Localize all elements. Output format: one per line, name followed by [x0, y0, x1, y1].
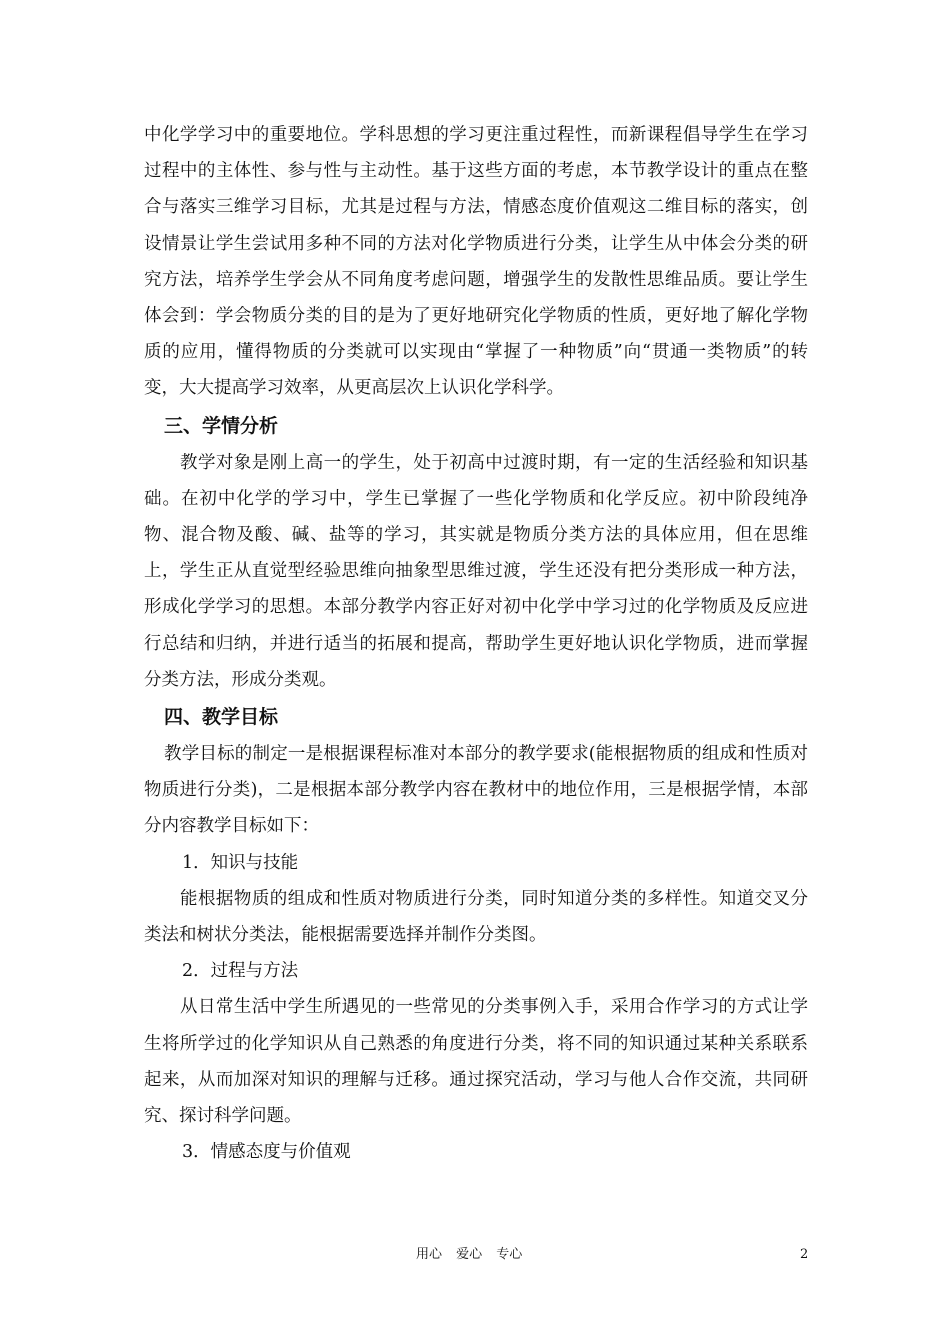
paragraph-knowledge-skills: 能根据物质的组成和性质对物质进行分类，同时知道分类的多样性。知道交叉分类法和树状分类法，能根据需要选择并制作分类图。 [144, 888, 808, 946]
footer-text: 用心 爱心 专心 [416, 1247, 523, 1262]
subheading-knowledge-skills: 1．知识与技能 [182, 852, 299, 873]
paragraph-intro-continued: 中化学学习中的重要地位。学科思想的学习更注重过程性，而新课程倡导学生在学习过程中的主体性、参与性与主动性。基于这些方面的考虑，本节教学设计的重点在整合与落实三维学习目标，尤其是过程与方法，情感态度价值观这二维目标的落实，创设情景让学生尝试用多种不同的方法对化学物质进行分类，让学生从中体会分类的研究方法，培养学生学会从不同角度考虑问题，增强学生的发散性思维品质。要让学生体会到：学会物质分类的目的是为了更好地研究化学物质的性质，更好地了解化学物质的应用，懂得物质的分类就可以实现由“掌握了一种物质”向“贯通一类物质”的转变，大大提高学习效率，从更高层次上认识化学科学。 [144, 125, 808, 399]
paragraph-teaching-goals: 教学目标的制定一是根据课程标准对本部分的教学要求(能根据物质的组成和性质对物质进行分类)，二是根据本部分教学内容在教材中的地位作用，三是根据学情，本部分内容教学目标如下： [144, 744, 808, 837]
subheading-attitude-values: 3．情感态度与价值观 [182, 1142, 351, 1163]
document-body [144, 117, 808, 1170]
paragraph-learner-analysis: 教学对象是刚上高一的学生，处于初高中过渡时期，有一定的生活经验和知识基础。在初中化学的学习中，学生已掌握了一些化学物质和化学反应。初中阶段纯净物、混合物及酸、碱、盐等的学习，其实就是物质分类方法的具体应用，但在思维上，学生正从直觉型经验思维向抽象型思维过渡，学生还没有把分类形成一种方法，形成化学学习的思想。本部分教学内容正好对初中化学中学习过的化学物质及反应进行总结和归纳，并进行适当的拓展和提高，帮助学生更好地认识化学物质，进而掌握分类方法，形成分类观。 [144, 452, 808, 690]
section-heading-teaching-goals: 四、教学目标 [164, 706, 279, 729]
paragraph-process-method: 从日常生活中学生所遇见的一些常见的分类事例入手，采用合作学习的方式让学生将所学过的化学知识从自己熟悉的角度进行分类，将不同的知识通过某种关系联系起来，从而加深对知识的理解与迁移。通过探究活动，学习与他人合作交流，共同研究、探讨科学问题。 [144, 997, 808, 1127]
subheading-process-method: 2．过程与方法 [182, 961, 299, 982]
page-number: 2 [800, 1247, 809, 1262]
section-heading-learner-analysis: 三、学情分析 [164, 414, 279, 437]
